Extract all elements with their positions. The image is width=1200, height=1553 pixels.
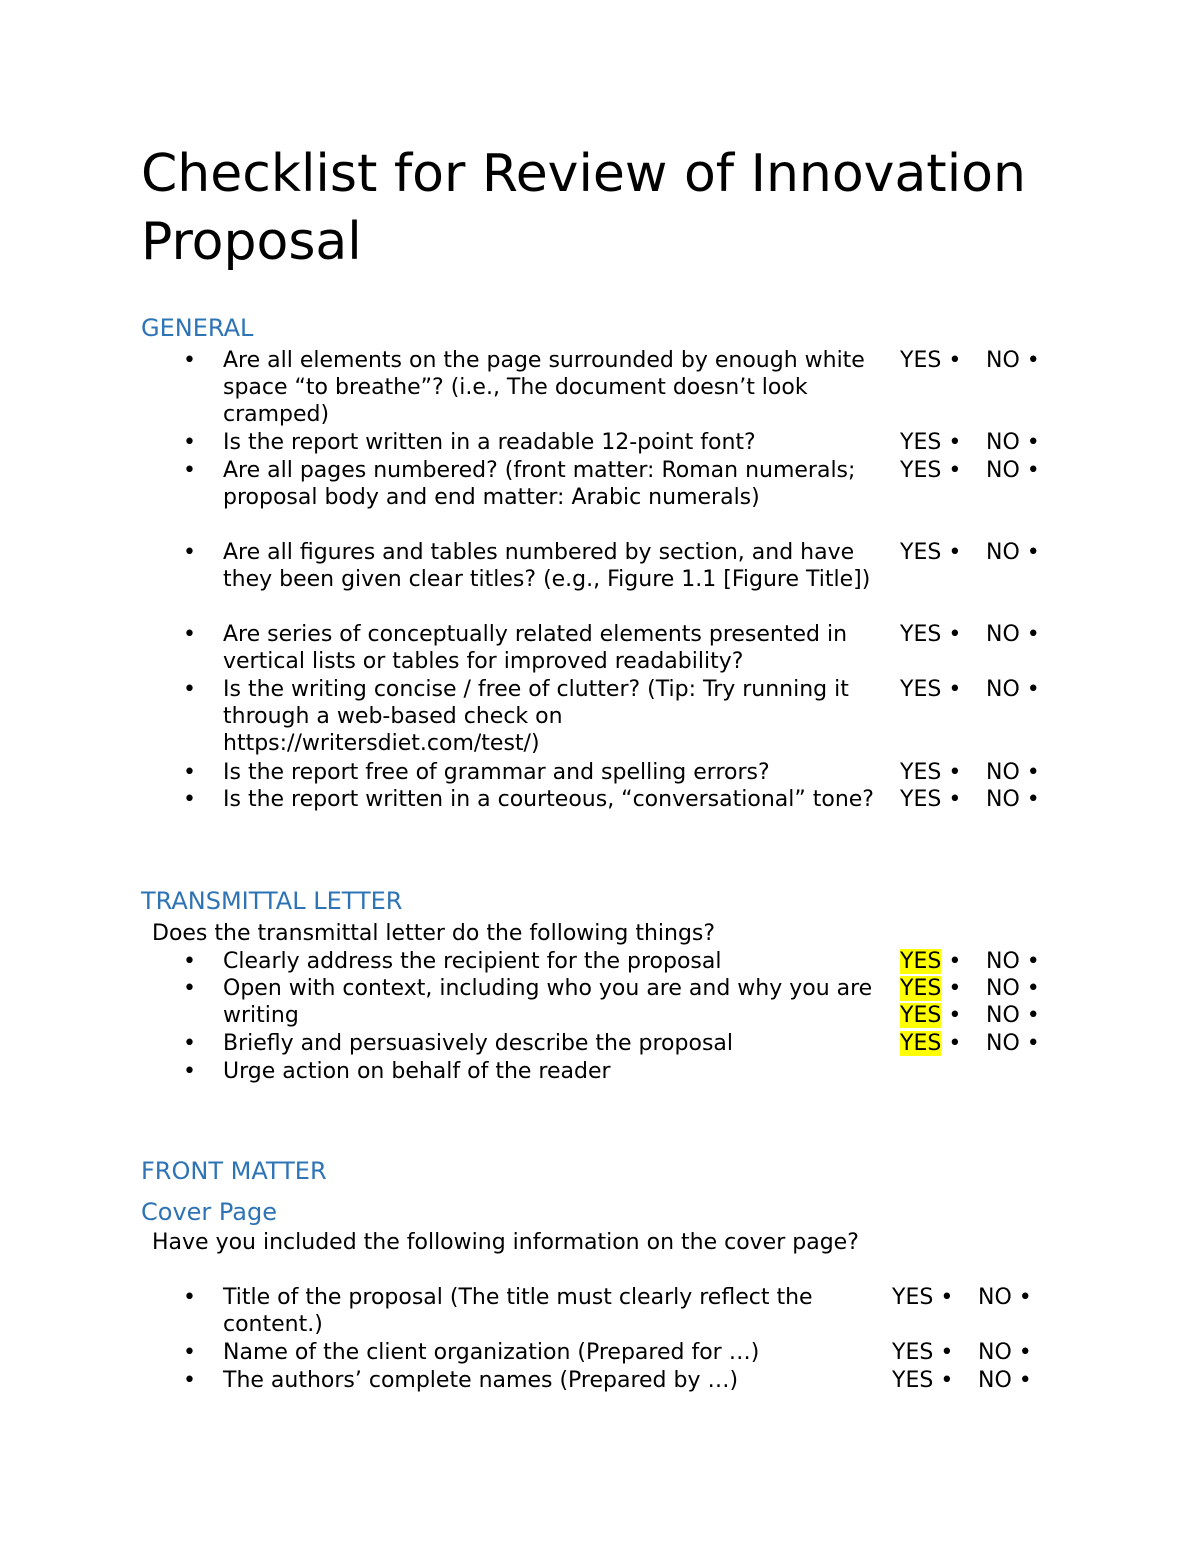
item-text: Are all figures and tables numbered by section, and have they been given clear titles? (e.g., Figure 1.1 [Figure Title]) [223, 540, 871, 592]
yes-option[interactable]: YES • [892, 1340, 954, 1365]
yes-option[interactable]: YES • [900, 949, 962, 974]
no-option[interactable]: NO • [978, 1340, 1032, 1365]
no-option[interactable]: NO • [986, 458, 1040, 483]
item-text: Are all pages numbered? (front matter: Roman numerals; proposal body and end matter: Arabic numerals) [223, 458, 856, 510]
section-heading-front-matter: FRONT MATTER [141, 1157, 327, 1185]
item-text: Is the report written in a courteous, “conversational” tone? [223, 787, 874, 812]
section-intro: Does the transmittal letter do the following things? [152, 921, 716, 946]
bullet: • [183, 348, 196, 373]
bullet: • [183, 760, 196, 785]
no-option[interactable]: NO • [986, 540, 1040, 565]
item-text: Urge action on behalf of the reader [223, 1059, 611, 1084]
yes-option[interactable]: YES • [900, 540, 962, 565]
yes-option[interactable]: YES • [892, 1285, 954, 1310]
yes-option[interactable]: YES • [900, 787, 962, 812]
no-option[interactable]: NO • [986, 348, 1040, 373]
no-option[interactable]: NO • [986, 430, 1040, 455]
yes-option[interactable]: YES • [900, 348, 962, 373]
bullet: • [183, 458, 196, 483]
yes-option[interactable]: YES • [900, 976, 962, 1001]
section-heading-general: GENERAL [141, 314, 254, 342]
bullet: • [183, 787, 196, 812]
item-text: The authors’ complete names (Prepared by …) [223, 1368, 739, 1393]
yes-option[interactable]: YES • [900, 430, 962, 455]
no-option[interactable]: NO • [986, 760, 1040, 785]
no-option[interactable]: NO • [986, 949, 1040, 974]
item-text: Is the writing concise / free of clutter? (Tip: Try running it through a web-based check on https://writersdiet.com/test/) [223, 677, 849, 756]
item-text: Name of the client organization (Prepared for …) [223, 1340, 760, 1365]
no-option[interactable]: NO • [986, 622, 1040, 647]
item-text: Title of the proposal (The title must clearly reflect the content.) [223, 1285, 813, 1337]
no-option[interactable]: NO • [986, 1031, 1040, 1056]
bullet: • [183, 1285, 196, 1310]
yes-option[interactable]: YES • [900, 1003, 962, 1028]
bullet: • [183, 949, 196, 974]
yes-option[interactable]: YES • [892, 1368, 954, 1393]
bullet: • [183, 1031, 196, 1056]
yes-option[interactable]: YES • [900, 1031, 962, 1056]
no-option[interactable]: NO • [986, 787, 1040, 812]
bullet: • [183, 540, 196, 565]
no-option[interactable]: NO • [986, 1003, 1040, 1028]
subheading-cover-page: Cover Page [141, 1198, 278, 1226]
yes-option[interactable]: YES • [900, 458, 962, 483]
item-text: Briefly and persuasively describe the proposal [223, 1031, 733, 1056]
section-heading-transmittal: TRANSMITTAL LETTER [141, 887, 403, 915]
bullet: • [183, 1059, 196, 1084]
bullet: • [183, 976, 196, 1001]
no-option[interactable]: NO • [978, 1285, 1032, 1310]
yes-option[interactable]: YES • [900, 677, 962, 702]
page-title: Checklist for Review of Innovation Proposal [141, 144, 1026, 272]
no-option[interactable]: NO • [986, 976, 1040, 1001]
item-text: Are all elements on the page surrounded by enough white space “to breathe”? (i.e., The document doesn’t look cramped) [223, 348, 865, 427]
bullet: • [183, 677, 196, 702]
item-text: Is the report free of grammar and spelling errors? [223, 760, 770, 785]
bullet: • [183, 622, 196, 647]
item-text: Are series of conceptually related elements presented in vertical lists or tables for improved readability? [223, 622, 848, 674]
bullet: • [183, 430, 196, 455]
yes-option[interactable]: YES • [900, 622, 962, 647]
section-intro: Have you included the following information on the cover page? [152, 1230, 859, 1255]
yes-option[interactable]: YES • [900, 760, 962, 785]
no-option[interactable]: NO • [978, 1368, 1032, 1393]
no-option[interactable]: NO • [986, 677, 1040, 702]
bullet: • [183, 1368, 196, 1393]
item-text: Is the report written in a readable 12-point font? [223, 430, 756, 455]
item-text: Open with context, including who you are and why you are writing [223, 976, 873, 1028]
bullet: • [183, 1340, 196, 1365]
item-text: Clearly address the recipient for the proposal [223, 949, 722, 974]
